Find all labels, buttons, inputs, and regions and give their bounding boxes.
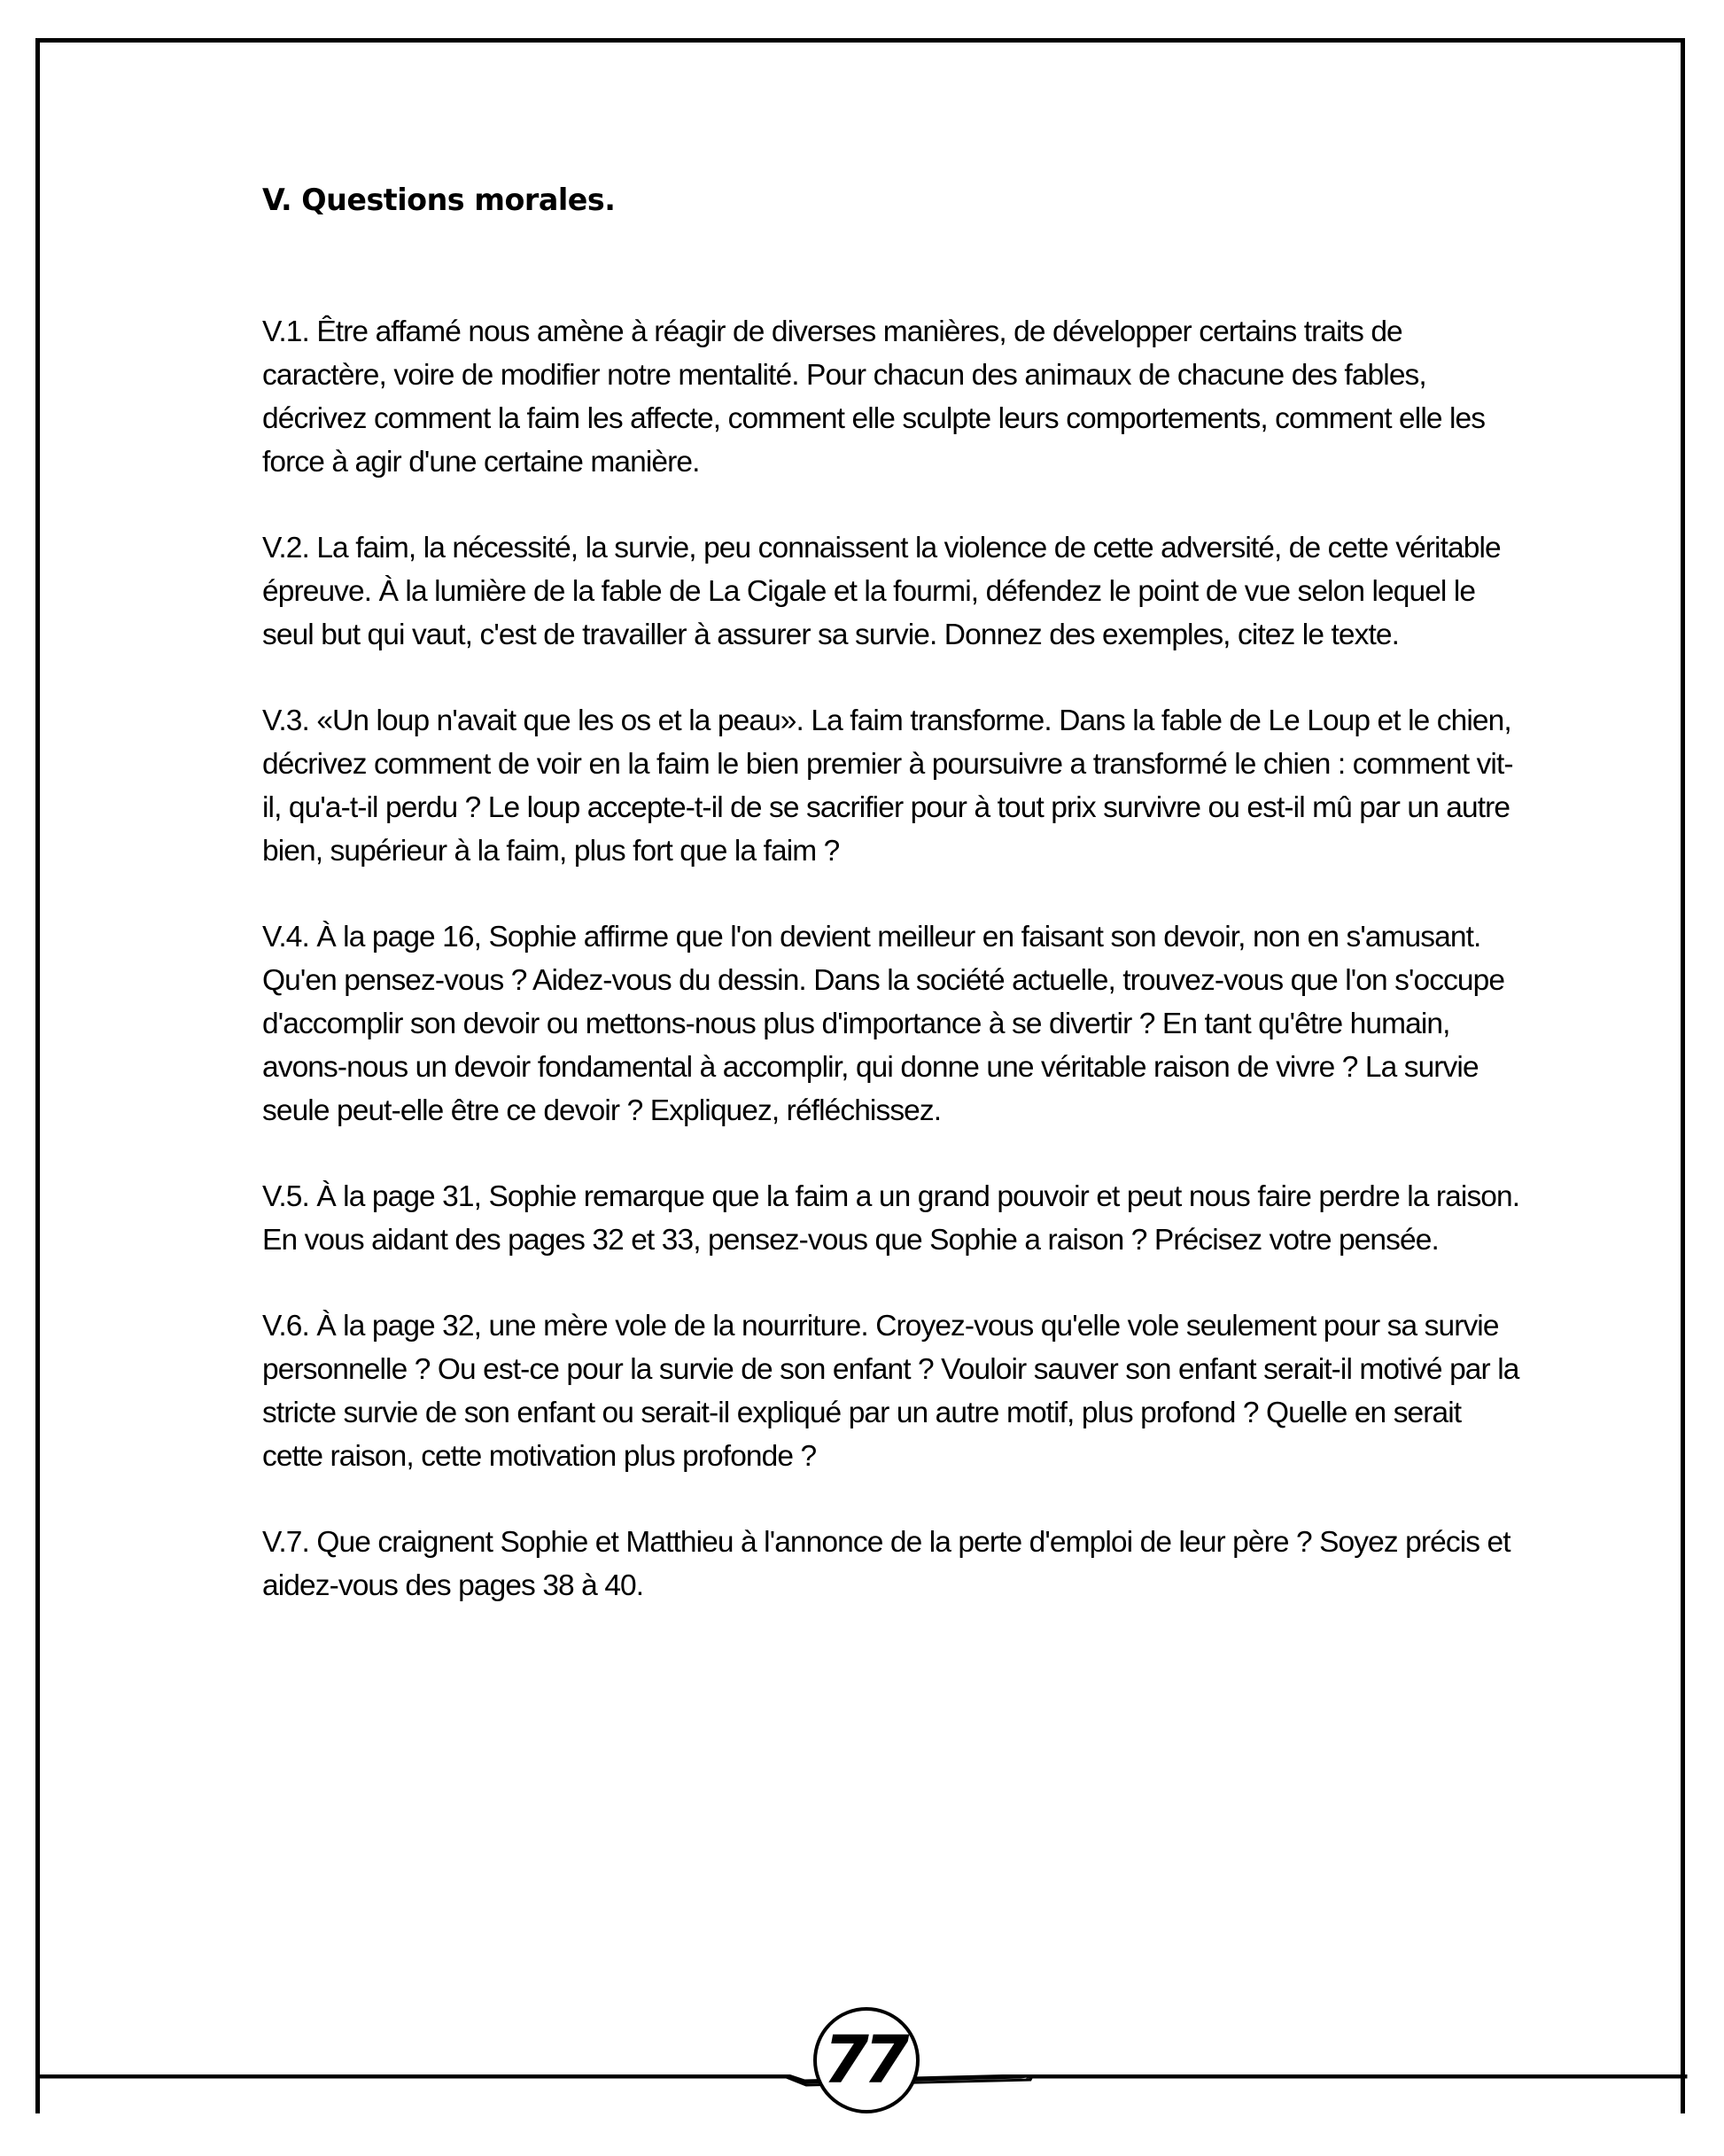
question-text: V.2. La faim, la nécessité, la survie, peu connaissent la violence de cette adversité, de cette véritable épreuve. À la lumière de la fable de La Cigale et la fourmi, défendez le point de vue selon lequel le seul but qui vaut, c'est de travailler à assurer sa survie. Donnez des exemples, citez le texte. <box>262 532 1501 651</box>
question-v2 <box>262 526 1520 657</box>
page-number-badge <box>812 2005 921 2115</box>
question-text: V.3. «Un loup n'avait que les os et la peau». La faim transforme. Dans la fable de Le Loup et le chien, décrivez comment de voir en la faim le bien premier à poursuivre a transformé le chien : comment vit-il, qu'a-t-il perdu ? Le loup accepte-t-il de se sacrifier pour à tout prix survivre ou est-il mû par un autre bien, supérieur à la faim, plus fort que la faim ? <box>262 704 1513 868</box>
question-v5 <box>262 1175 1520 1262</box>
question-text: V.1. Être affamé nous amène à réagir de diverses manières, de développer certains traits de caractère, voire de modifier notre mentalité. Pour chacun des animaux de chacune des fables, décrivez comment la faim les affecte, comment elle sculpte leurs comportements, comment elle les force à agir d'une certaine manière. <box>262 315 1486 479</box>
question-text: V.6. À la page 32, une mère vole de la nourriture. Croyez-vous qu'elle vole seulement pour sa survie personnelle ? Ou est-ce pour la survie de son enfant ? Vouloir sauver son enfant serait-il motivé par la stricte survie de son enfant ou serait-il expliqué par un autre motif, plus profond ? Quelle en serait cette raison, cette motivation plus profonde ? <box>262 1310 1519 1473</box>
question-text: V.5. À la page 31, Sophie remarque que la faim a un grand pouvoir et peut nous faire perdre la raison. En vous aidant des pages 32 et 33, pensez-vous que Sophie a raison ? Précisez votre pensée. <box>262 1180 1520 1257</box>
questions-list <box>262 310 1520 1650</box>
question-v1 <box>262 310 1520 484</box>
question-v3 <box>262 699 1520 873</box>
question-text: V.7. Que craignent Sophie et Matthieu à l'annonce de la perte d'emploi de leur père ? Soyez précis et aidez-vous des pages 38 à 40. <box>262 1526 1510 1602</box>
question-v4 <box>262 915 1520 1132</box>
question-v6 <box>262 1304 1520 1478</box>
question-v7 <box>262 1521 1520 1607</box>
section-title: V. Questions morales. <box>262 183 616 218</box>
page-number: 77 <box>823 2022 905 2098</box>
question-text: V.4. À la page 16, Sophie affirme que l'on devient meilleur en faisant son devoir, non en s'amusant. Qu'en pensez-vous ? Aidez-vous du dessin. Dans la société actuelle, trouvez-vous que l'on s'occupe d'accomplir son devoir ou mettons-nous plus d'importance à se divertir ? En tant qu'être humain, avons-nous un devoir fondamental à accomplir, qui donne une véritable raison de vivre ? La survie seule peut-elle être ce devoir ? Expliquez, réfléchissez. <box>262 921 1505 1127</box>
